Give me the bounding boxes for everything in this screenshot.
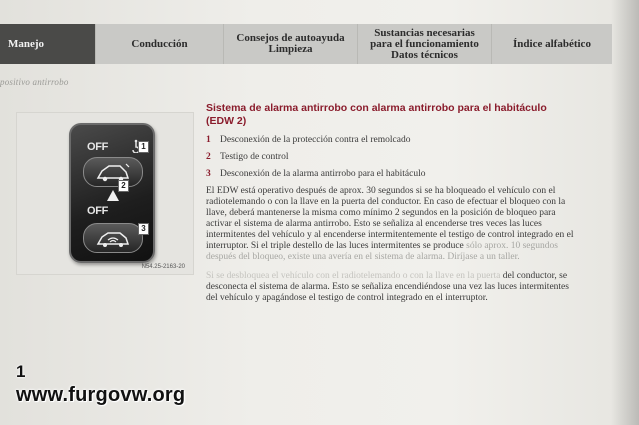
car-tilt-icon [96, 162, 130, 182]
paragraph-1-faded-text: sólo aprox. 10 segundos después del bloqueo, existe una avería en el sistema de alarma. Diríjase a un taller. [206, 241, 558, 262]
legend-text: Testigo de control [220, 152, 289, 162]
section-title: positivo antirrobo [0, 77, 69, 87]
legend-text: Desconexión de la alarma antirrobo para el habitáculo [220, 169, 426, 179]
legend-number: 3 [206, 169, 211, 179]
legend-text: Desconexión de la protección contra el remolcado [220, 135, 411, 145]
section-heading: Sistema de alarma antirrobo con alarma antirrobo para el habitáculo (EDW 2) [206, 102, 547, 127]
tab-sustancias-datos[interactable]: Sustancias necesarias para el funcionamiento Datos técnicos [358, 24, 492, 64]
spine-shadow [611, 0, 639, 425]
legend-item [206, 135, 574, 146]
paragraph-2-faded-text: Si se desbloquea el vehículo con el radiotelemando o con la llave en la puerta [206, 271, 501, 281]
tab-conduccion[interactable]: Conducción [96, 24, 224, 64]
legend-item [206, 169, 574, 180]
body-paragraph-2 [206, 271, 574, 304]
paragraph-2-text: del conductor, se desconecta el sistema de alarma. Esto se señaliza encendiéndose una vez las luces intermitentes del vehículo y apagándose el testigo de control integrado en el interruptor. [206, 271, 569, 303]
page-number: 1 [16, 362, 26, 381]
tab-indice[interactable]: Índice alfabético [492, 24, 612, 64]
watermark: www.furgovw.org [16, 384, 186, 406]
legend-number: 1 [206, 135, 211, 145]
legend-item [206, 152, 574, 163]
content-column [206, 102, 574, 304]
car-interior-icon [96, 228, 130, 248]
tab-consejos-limpieza[interactable]: Consejos de autoayuda Limpieza [224, 24, 358, 64]
figure-code: N54.25-2163-20 [141, 264, 185, 270]
chapter-tabs [0, 24, 612, 64]
paragraph-1-text: El EDW está operativo después de aprox. 30 segundos si se ha bloqueado el vehículo con el radiotelemando o con la llave en la puerta del conductor. En caso de efectuar el bloqueo con la llave, deberá mantenerse la misma como mínimo 2 segundos en la posición de bloqueo para activar el sistema de alarma antirrobo. Esto se señaliza al encenderse tres veces las luces intermitentes del vehículo y al encenderse intermitentemente el testigo de control integrado en el interruptor. Si el triple destello de las luces intermitentes se produce [206, 186, 574, 251]
off-label-top: OFF [87, 141, 109, 153]
switch-figure [16, 112, 194, 275]
callout-3: 3 [138, 223, 149, 235]
off-label-bottom: OFF [87, 205, 109, 217]
callout-2: 2 [118, 180, 129, 192]
callout-1: 1 [138, 141, 149, 153]
tow-protection-off-button[interactable] [83, 157, 143, 187]
body-paragraph-1 [206, 186, 574, 263]
interior-alarm-off-button[interactable] [83, 223, 143, 253]
tab-manejo[interactable]: Manejo [0, 24, 96, 64]
legend-number: 2 [206, 152, 211, 162]
